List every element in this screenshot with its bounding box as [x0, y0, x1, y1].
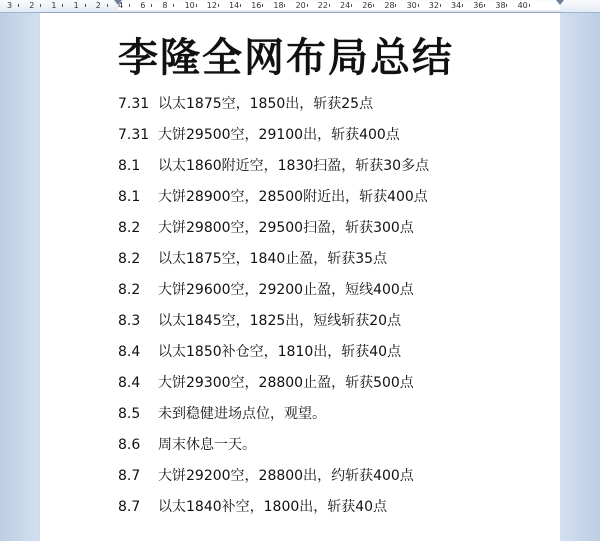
document-line	[118, 280, 429, 311]
line-date: 8.2	[118, 251, 141, 267]
line-text: 以太1845空，1825出，短线斩获20点	[158, 313, 402, 329]
line-date: 8.7	[118, 499, 141, 515]
ruler-number: 22	[317, 1, 328, 10]
ruler-tick	[107, 4, 108, 7]
line-text: 以太1840补空，1800出，斩获40点	[158, 499, 388, 515]
ruler-number: 14	[229, 1, 240, 10]
ruler-number: 10	[184, 1, 195, 10]
line-date: 8.6	[118, 437, 141, 453]
ruler-number: 2	[95, 1, 101, 10]
ruler-number: 1	[73, 1, 79, 10]
line-text: 大饼29300空，28800止盈，斩获500点	[158, 375, 414, 391]
document-line	[118, 404, 429, 435]
ruler-tick	[62, 4, 63, 7]
ruler-tick	[196, 4, 197, 7]
line-date: 8.3	[118, 313, 141, 329]
ruler-tick	[351, 4, 352, 7]
ruler-tick	[418, 4, 419, 7]
ruler-number: 4	[118, 1, 124, 10]
document-line	[118, 249, 429, 280]
ruler-tick	[484, 4, 485, 7]
line-date: 8.1	[118, 189, 141, 205]
ruler-number: 38	[495, 1, 506, 10]
ruler-number: 40	[517, 1, 528, 10]
line-date: 8.5	[118, 406, 141, 422]
document-title: 李隆全网布局总结	[118, 35, 454, 81]
ruler-number: 28	[384, 1, 395, 10]
line-text: 以太1850补仓空，1810出，斩获40点	[158, 344, 402, 360]
document-body[interactable]	[118, 94, 429, 528]
ruler-tick	[262, 4, 263, 7]
ruler-number: 20	[295, 1, 306, 10]
line-text: 周末休息一天。	[158, 437, 256, 453]
ruler-tick	[151, 4, 152, 7]
line-text: 大饼29600空，29200止盈，短线400点	[158, 282, 414, 298]
line-text: 未到稳健进场点位，观望。	[158, 406, 326, 422]
line-date: 8.2	[118, 282, 141, 298]
document-line	[118, 125, 429, 156]
ruler-number: 16	[251, 1, 262, 10]
ruler-tick	[240, 4, 241, 7]
right-indent-marker[interactable]	[556, 0, 564, 5]
line-date: 8.4	[118, 344, 141, 360]
ruler-tick	[129, 4, 130, 7]
document-line	[118, 466, 429, 497]
line-date: 8.2	[118, 220, 141, 236]
ruler-tick	[462, 4, 463, 7]
ruler-number: 26	[362, 1, 373, 10]
ruler-number: 24	[340, 1, 351, 10]
document-line	[118, 497, 429, 528]
line-text: 以太1875空，1850出，斩获25点	[158, 96, 374, 112]
ruler-number: 32	[428, 1, 439, 10]
document-line	[118, 156, 429, 187]
ruler-tick	[506, 4, 507, 7]
line-text: 大饼29200空，28800出，约斩获400点	[158, 468, 414, 484]
ruler-tick	[329, 4, 330, 7]
document-line	[118, 187, 429, 218]
ruler-tick	[307, 4, 308, 7]
ruler-number: 1	[51, 1, 57, 10]
line-date: 7.31	[118, 96, 150, 112]
line-text: 大饼28900空，28500附近出，斩获400点	[158, 189, 428, 205]
document-line	[118, 94, 429, 125]
document-line	[118, 342, 429, 373]
workspace-right-margin	[560, 13, 600, 541]
line-date: 8.1	[118, 158, 141, 174]
ruler-tick	[440, 4, 441, 7]
ruler-tick	[18, 4, 19, 7]
line-text: 以太1875空，1840止盈，斩获35点	[158, 251, 388, 267]
ruler-number: 34	[451, 1, 462, 10]
line-text: 大饼29500空，29100出，斩获400点	[158, 127, 400, 143]
ruler-number: 6	[140, 1, 146, 10]
line-date: 7.31	[118, 127, 150, 143]
document-line	[118, 373, 429, 404]
workspace-left-margin	[0, 13, 40, 541]
ruler-number: 2	[29, 1, 35, 10]
horizontal-ruler[interactable]	[0, 0, 600, 13]
ruler-number: 12	[206, 1, 217, 10]
ruler-tick	[395, 4, 396, 7]
line-text: 大饼29800空，29500扫盈，斩获300点	[158, 220, 414, 236]
ruler-tick	[284, 4, 285, 7]
ruler-number: 8	[162, 1, 168, 10]
ruler-number: 30	[406, 1, 417, 10]
ruler-number: 3	[7, 1, 13, 10]
first-line-indent-marker[interactable]	[114, 0, 122, 5]
ruler-tick	[529, 4, 530, 7]
ruler-tick	[218, 4, 219, 7]
ruler-tick	[40, 4, 41, 7]
ruler-tick	[173, 4, 174, 7]
ruler-tick	[373, 4, 374, 7]
ruler-number: 18	[273, 1, 284, 10]
line-date: 8.4	[118, 375, 141, 391]
line-text: 以太1860附近空，1830扫盈，斩获30多点	[158, 158, 430, 174]
document-line	[118, 435, 429, 466]
line-date: 8.7	[118, 468, 141, 484]
ruler-number: 36	[473, 1, 484, 10]
document-line	[118, 311, 429, 342]
ruler-tick	[85, 4, 86, 7]
document-line	[118, 218, 429, 249]
